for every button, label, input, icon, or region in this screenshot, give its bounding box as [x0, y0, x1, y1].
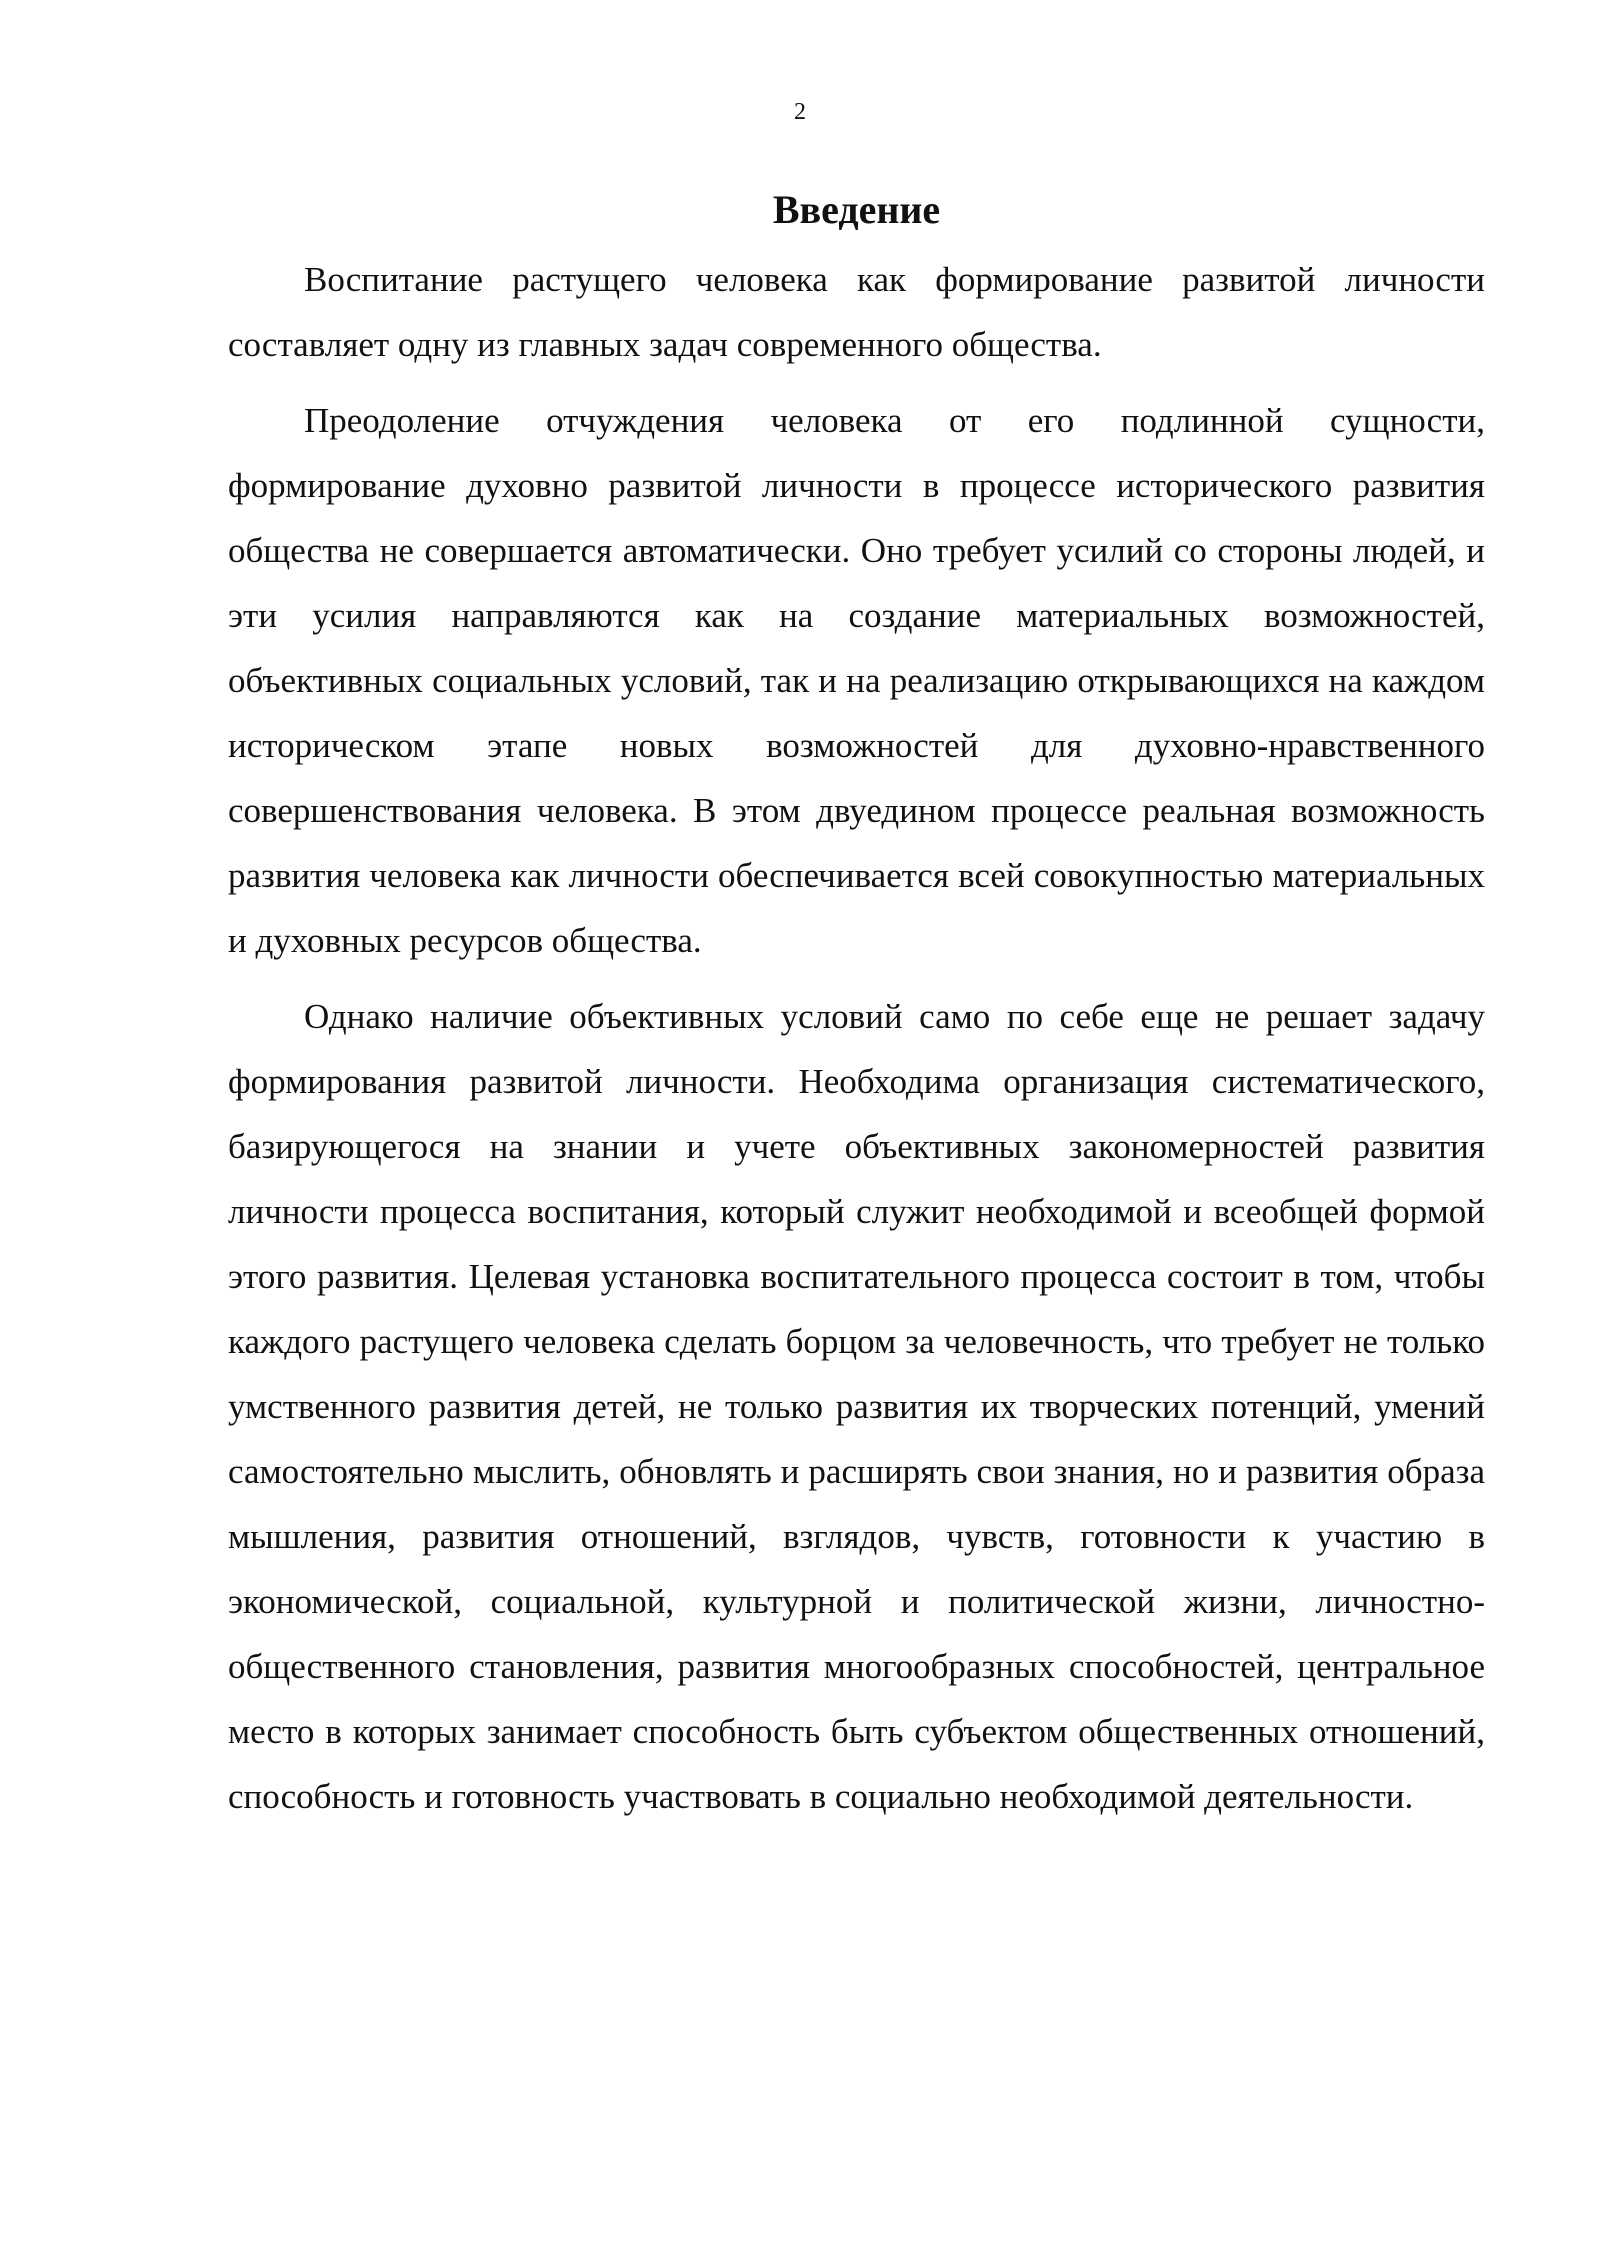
- paragraph-2: Преодоление отчуждения человека от его подлинной сущности, формирование духовно развитой личности в процессе исторического развития общества не совершается автоматически. Оно требует усилий со стороны людей, и эти усилия направляются как на создание материальных возможностей, объективных социальных условий, так и на реализацию открывающихся на каждом историческом этапе новых возможностей для духовно-нравственного совершенствования человека. В этом двуедином процессе реальная возможность развития человека как личности обеспечивается всей совокупностью материальных и духовных ресурсов общества.: [228, 401, 1485, 960]
- page-content: [228, 180, 1485, 1829]
- section-heading: Введение: [772, 187, 941, 232]
- page-number: 2: [794, 99, 806, 125]
- paragraph-1: Воспитание растущего человека как формирование развитой личности составляет одну из главных задач современного общества.: [228, 260, 1485, 364]
- paragraph-3: Однако наличие объективных условий само по себе еще не решает задачу формирования развитой личности. Необходима организация систематического, базирующегося на знании и учете объективных закономерностей развития личности процесса воспитания, который служит необходимой и всеобщей формой этого развития. Целевая установка воспитательного процесса состоит в том, чтобы каждого растущего человека сделать борцом за человечность, что требует не только умственного развития детей, не только развития их творческих потенций, умений самостоятельно мыслить, обновлять и расширять свои знания, но и развития образа мышления, развития отношений, взглядов, чувств, готовности к участию в экономической, социальной, культурной и политической жизни, личностно-общественного становления, развития многообразных способностей, центральное место в которых занимает способность быть субъектом общественных отношений, способность и готовность участвовать в социально необходимой деятельности.: [228, 997, 1485, 1816]
